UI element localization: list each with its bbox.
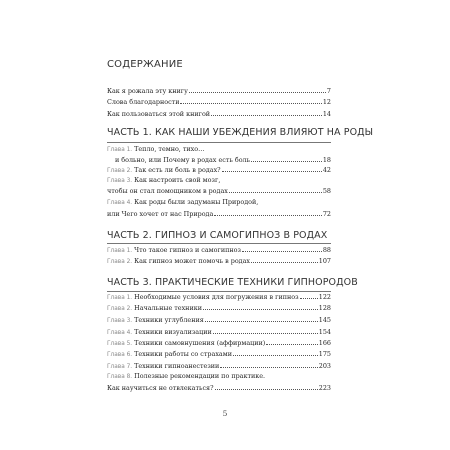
part-heading: ЧАСТЬ 3. ПРАКТИЧЕСКИЕ ТЕХНИКИ ГИПНОРОДОВ (107, 277, 358, 288)
chapter-label: Глава 6. (107, 352, 133, 358)
chapter-label: Глава 4. (107, 200, 133, 206)
toc-entry (107, 109, 331, 117)
chapter-label: Глава 2. (107, 306, 133, 312)
entry-title: Как гипноз может помочь в родах (134, 257, 251, 265)
toc-entry (107, 361, 331, 369)
entry-page: 154 (318, 328, 331, 336)
divider (107, 142, 331, 143)
toc-entry (107, 165, 331, 173)
toc-entry (107, 155, 331, 163)
toc-entry (107, 372, 331, 380)
chapter-label: Глава 2. (107, 259, 133, 265)
chapter-label: Глава 2. (107, 168, 133, 174)
entry-page: 18 (322, 156, 331, 164)
toc-entry (107, 327, 331, 335)
page-number: 5 (222, 409, 228, 418)
toc-entry (107, 86, 331, 94)
dot-leader (300, 292, 318, 299)
entry-title: Слова благодарности (107, 98, 180, 106)
toc-entry (107, 176, 331, 184)
dot-leader (251, 256, 318, 263)
entry-title: или Чего хочет от нас Природа (107, 210, 214, 218)
entry-title: Необходимые условия для погружения в гипноз (134, 293, 299, 301)
chapter-label: Глава 1. (107, 295, 133, 301)
toc-entry (107, 145, 331, 153)
entry-title: Полезные рекомендации по практике. (134, 372, 266, 380)
dot-leader (214, 209, 322, 216)
entry-page: 122 (318, 293, 331, 301)
dot-leader (189, 86, 326, 93)
entry-title: Как роды были задуманы Природой, (134, 198, 259, 206)
dot-leader (213, 327, 318, 334)
toc-entry (107, 198, 331, 206)
toc-entry (107, 292, 331, 300)
dot-leader (220, 361, 317, 368)
chapter-label: Глава 7. (107, 364, 133, 370)
entry-title: Как настроить свой мозг, (134, 176, 221, 184)
entry-title: чтобы он стал помощником в родах (107, 187, 228, 195)
dot-leader (229, 186, 322, 193)
dot-leader (222, 165, 322, 172)
entry-title: Начальные техники (134, 304, 202, 312)
divider (107, 243, 331, 244)
toc-title: СОДЕРЖАНИЕ (107, 59, 183, 70)
entry-page: 72 (322, 210, 331, 218)
entry-page: 7 (326, 87, 331, 95)
toc-entry (107, 186, 331, 194)
entry-title: Что такое гипноз и самогипноз (134, 246, 241, 254)
entry-page: 145 (318, 316, 331, 324)
entry-page: 107 (318, 257, 331, 265)
chapter-label: Глава 1. (107, 147, 133, 153)
dot-leader (215, 383, 318, 390)
entry-title: Техники визуализации (134, 328, 212, 336)
chapter-label: Глава 4. (107, 330, 133, 336)
dot-leader (205, 315, 318, 322)
chapter-label: Глава 8. (107, 374, 133, 380)
entry-title: Как пользоваться этой книгой (107, 110, 211, 118)
dot-leader (203, 303, 318, 310)
dot-leader (180, 97, 321, 104)
entry-title: Техники гипноанестезии (134, 362, 220, 370)
toc-entry (107, 315, 331, 323)
chapter-label: Глава 3. (107, 318, 133, 324)
entry-title: Техники самовнушения (аффирмации) (134, 339, 266, 347)
entry-page: 166 (318, 339, 331, 347)
entry-page: 223 (318, 384, 331, 392)
entry-page: 12 (322, 98, 331, 106)
dot-leader (266, 338, 318, 345)
chapter-label: Глава 1. (107, 248, 133, 254)
entry-title: Как научиться не отвлекаться? (107, 384, 214, 392)
entry-title: Как я рожала эту книгу (107, 87, 188, 95)
entry-page: 42 (322, 166, 331, 174)
entry-title: Техники работы со страхами (134, 350, 232, 358)
dot-leader (211, 109, 322, 116)
entry-title: Так есть ли боль в родах? (134, 166, 221, 174)
toc-entry (107, 209, 331, 217)
toc-entry (107, 303, 331, 311)
toc-entry (107, 97, 331, 105)
part-heading: ЧАСТЬ 1. КАК НАШИ УБЕЖДЕНИЯ ВЛИЯЮТ НА РОДЫ (107, 127, 374, 138)
toc-entry (107, 245, 331, 253)
entry-title: Тепло, темно, тихо… (134, 145, 205, 153)
entry-page: 14 (322, 110, 331, 118)
chapter-label: Глава 3. (107, 178, 133, 184)
entry-title: Техники углубления (134, 316, 204, 324)
entry-page: 175 (318, 350, 331, 358)
toc-entry (107, 383, 331, 391)
toc-entry (107, 256, 331, 264)
chapter-label: Глава 5. (107, 341, 133, 347)
toc-entry (107, 349, 331, 357)
toc-entry (107, 338, 331, 346)
entry-page: 58 (322, 187, 331, 195)
entry-page: 203 (318, 362, 331, 370)
dot-leader (233, 349, 318, 356)
part-heading: ЧАСТЬ 2. ГИПНОЗ И САМОГИПНОЗ В РОДАХ (107, 230, 328, 241)
entry-page: 128 (318, 304, 331, 312)
dot-leader (251, 155, 322, 162)
entry-page: 88 (322, 246, 331, 254)
entry-title: и больно, или Почему в родах есть боль (115, 156, 251, 164)
dot-leader (242, 245, 322, 252)
